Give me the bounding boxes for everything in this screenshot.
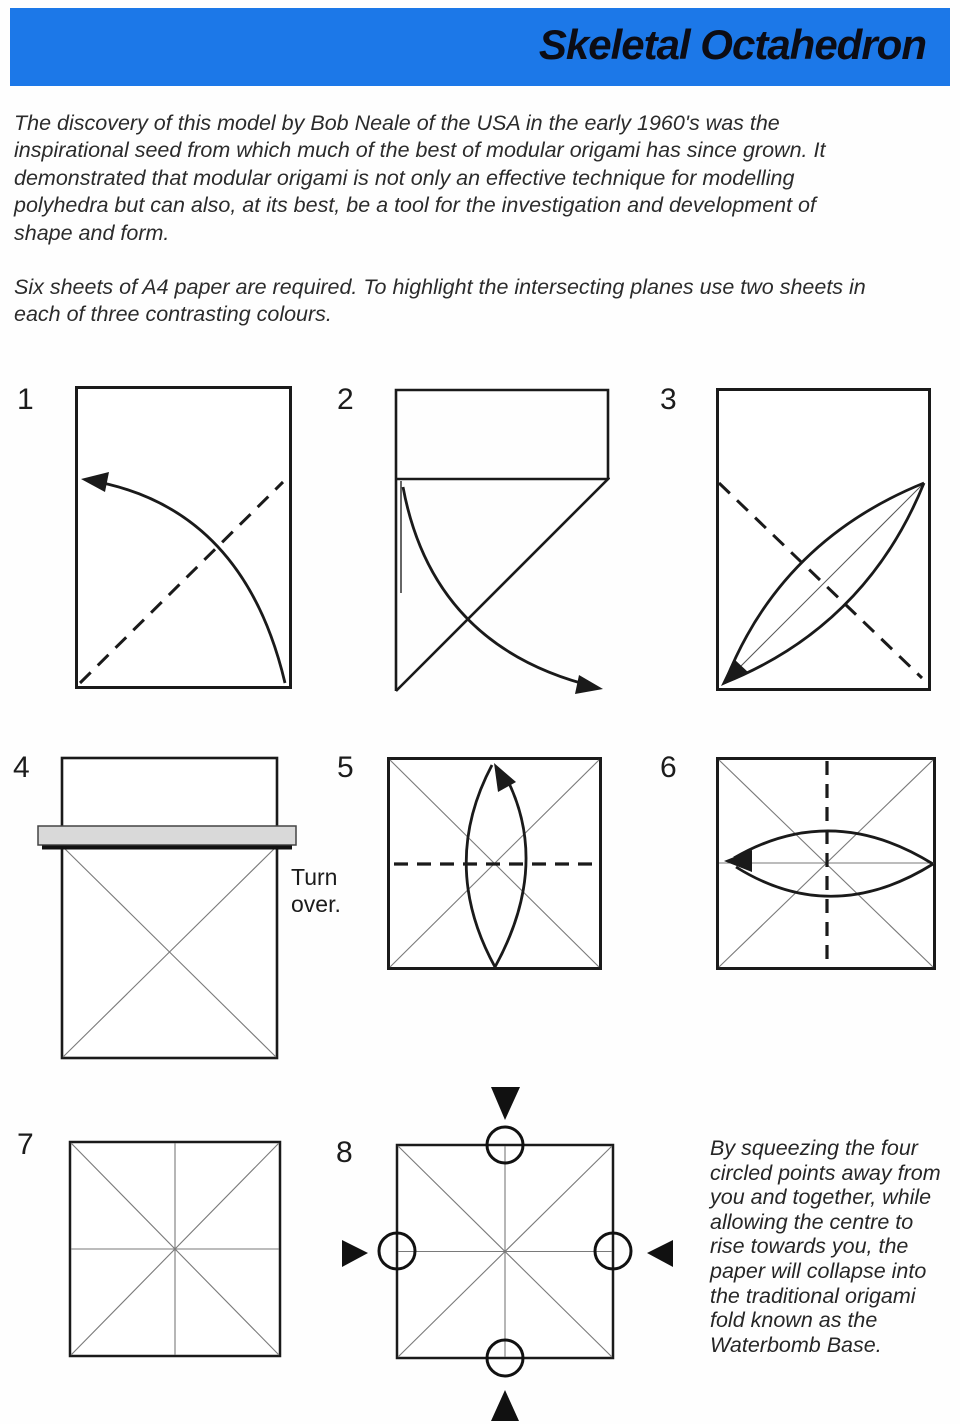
paper-outline xyxy=(77,388,291,688)
intro-line: polyhedra but can also, at its best, be a tool for the investigation and development of xyxy=(14,193,816,218)
note-line: circled points away from xyxy=(710,1160,941,1185)
note-line: fold known as the xyxy=(710,1308,878,1333)
step-7-diagram-svg xyxy=(68,1140,284,1359)
folded-edge xyxy=(396,479,608,691)
step-6-diagram-svg xyxy=(716,757,937,972)
step-1-number: 1 xyxy=(17,383,34,416)
paper-outline xyxy=(718,390,930,690)
push-arrow-icon xyxy=(342,1240,368,1267)
intro-line: shape and form. xyxy=(14,220,170,245)
step-4-number: 4 xyxy=(13,751,30,784)
step-5-diagram-svg xyxy=(387,757,604,972)
step-4-diagram xyxy=(34,753,300,1063)
paper-outline xyxy=(62,758,277,1058)
step-1-diagram-svg xyxy=(75,386,293,694)
note-line: Waterbomb Base. xyxy=(710,1332,882,1357)
intro-line: demonstrated that modular origami is not only an effective technique for modelling xyxy=(14,165,795,190)
intro-line: The discovery of this model by Bob Neale of the USA in the early 1960's was the xyxy=(14,111,780,135)
materials-line: each of three contrasting colours. xyxy=(14,302,332,327)
note-line: the traditional origami xyxy=(710,1283,916,1308)
step-5-number: 5 xyxy=(337,751,354,784)
push-arrow-icon xyxy=(647,1240,673,1267)
step-6-number: 6 xyxy=(660,751,677,784)
step-2-diagram-svg xyxy=(394,388,610,696)
note-line: you and together, while xyxy=(710,1185,932,1210)
note-line: rise towards you, the xyxy=(710,1234,909,1259)
note-line: allowing the centre to xyxy=(710,1209,914,1234)
intro-paragraph xyxy=(14,110,825,247)
step-5-diagram xyxy=(387,757,604,972)
step-3-diagram-svg xyxy=(716,388,934,694)
note-line: paper will collapse into xyxy=(710,1258,927,1283)
intro-line: inspirational seed from which much of the best of modular origami has since grown. It xyxy=(14,138,826,163)
step-3-number: 3 xyxy=(660,383,677,416)
page-title: Skeletal Octahedron xyxy=(538,21,926,68)
push-arrow-icon xyxy=(491,1390,519,1421)
step-6-diagram xyxy=(716,757,937,972)
step-1-diagram xyxy=(75,386,293,694)
header-bar xyxy=(10,8,950,86)
step-2-diagram xyxy=(394,388,610,696)
step-8-number: 8 xyxy=(336,1136,353,1169)
step-7-number: 7 xyxy=(17,1128,34,1161)
step-8-diagram-svg xyxy=(340,1078,680,1424)
materials-line: Six sheets of A4 paper are required. To highlight the intersecting planes use two sheets in xyxy=(14,275,866,299)
step-4-diagram-svg xyxy=(34,753,300,1063)
step-3-diagram xyxy=(716,388,934,694)
materials-paragraph xyxy=(14,274,866,329)
waterbomb-note xyxy=(710,1136,941,1357)
push-arrow-icon xyxy=(491,1087,520,1120)
fold-arrowhead-icon xyxy=(575,675,603,694)
step-8-diagram xyxy=(340,1078,680,1424)
folded-strip xyxy=(38,826,296,845)
turn-over-label xyxy=(291,864,341,918)
turn-over-line: Turn xyxy=(291,864,338,890)
step-7-diagram xyxy=(68,1140,284,1359)
turn-over-line: over. xyxy=(291,891,341,917)
note-line: By squeezing the four xyxy=(710,1136,918,1160)
step-2-number: 2 xyxy=(337,383,354,416)
